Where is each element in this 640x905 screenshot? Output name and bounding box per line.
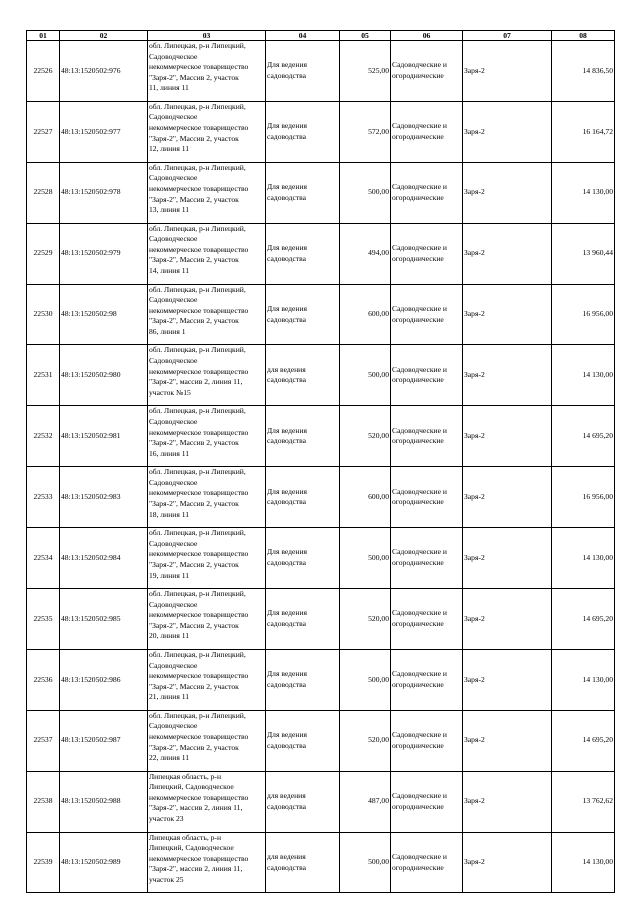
address-line: "Заря-2", массив 2, линия 11, [149, 803, 243, 813]
permitted-use-cell: Для ведения садоводства [266, 162, 340, 223]
land-category-cell: Садоводческие и огороднические [391, 832, 463, 893]
address-line: Садоводческое [149, 51, 198, 61]
address-line: Садоводческое [149, 660, 198, 670]
land-category-cell: Садоводческие и огороднические [391, 345, 463, 406]
permitted-use-cell: Для ведения садоводства [266, 101, 340, 162]
address-line: некоммерческое товарищество [149, 731, 249, 741]
permitted-use-cell: Для ведения садоводства [266, 649, 340, 710]
table-row [27, 649, 615, 710]
cadastral-value-cell: 16 164,72 [552, 101, 615, 162]
permitted-use-cell: Для ведения садоводства [266, 589, 340, 650]
column-header-06: 06 [391, 31, 463, 41]
address-line: обл. Липецкая, р-н Липецкий, [149, 41, 246, 50]
permitted-use-cell: для ведения садоводства [266, 832, 340, 893]
association-name-cell: Заря-2 [463, 406, 552, 467]
land-category-cell: Садоводческие и огороднические [391, 649, 463, 710]
cadastral-value-cell: 16 956,00 [552, 467, 615, 528]
permitted-use-cell: для ведения садоводства [266, 771, 340, 832]
address-cell [148, 223, 266, 284]
cadastral-number-cell: 48:13:1520502:986 [60, 649, 148, 710]
record-number-cell: 22532 [27, 406, 60, 467]
land-category-cell: Садоводческие и огороднические [391, 710, 463, 771]
address-cell [148, 832, 266, 893]
address-line: Садоводческое [149, 356, 198, 366]
address-cell [148, 41, 266, 102]
permitted-use-cell: для ведения садоводства [266, 345, 340, 406]
address-line: "Заря-2", Массив 2, участок [149, 316, 239, 326]
address-line: 20, линия 11 [149, 631, 190, 641]
address-line: 22, линия 11 [149, 753, 190, 763]
cadastral-number-cell: 48:13:1520502:989 [60, 832, 148, 893]
land-category-cell: Садоводческие и огороднические [391, 406, 463, 467]
cadastral-number-cell: 48:13:1520502:978 [60, 162, 148, 223]
address-line: обл. Липецкая, р-н Липецкий, [149, 710, 246, 720]
area-cell: 487,00 [340, 771, 391, 832]
column-header-03: 03 [148, 31, 266, 41]
land-category-cell: Садоводческие и огороднические [391, 467, 463, 528]
address-line: Липецкая область, р-н [149, 771, 222, 781]
address-line: некоммерческое товарищество [149, 366, 249, 376]
land-category-cell: Садоводческие и огороднические [391, 589, 463, 650]
address-line: обл. Липецкая, р-н Липецкий, [149, 467, 246, 477]
address-line: "Заря-2", Массив 2, участок [149, 559, 239, 569]
address-line: некоммерческое товарищество [149, 427, 249, 437]
address-line: участок 23 [149, 814, 184, 824]
association-name-cell: Заря-2 [463, 101, 552, 162]
table-row [27, 710, 615, 771]
column-header-04: 04 [266, 31, 340, 41]
address-line: "Заря-2", Массив 2, участок [149, 742, 239, 752]
address-line: некоммерческое товарищество [149, 62, 249, 72]
permitted-use-cell: Для ведения садоводства [266, 41, 340, 102]
column-header-01: 01 [27, 31, 60, 41]
address-cell [148, 162, 266, 223]
table-row [27, 41, 615, 102]
cadastral-number-cell: 48:13:1520502:985 [60, 589, 148, 650]
address-line: участок №15 [149, 387, 191, 397]
record-number-cell: 22527 [27, 101, 60, 162]
table-row [27, 284, 615, 345]
address-line: обл. Липецкая, р-н Липецкий, [149, 406, 246, 416]
address-line: "Заря-2", Массив 2, участок [149, 255, 239, 265]
cadastral-number-cell: 48:13:1520502:977 [60, 101, 148, 162]
address-cell [148, 528, 266, 589]
address-cell [148, 710, 266, 771]
address-line: некоммерческое товарищество [149, 488, 249, 498]
cadastral-value-cell: 14 695,20 [552, 589, 615, 650]
address-line: Липецкий, Садоводческое [149, 782, 234, 792]
address-line: Садоводческое [149, 477, 198, 487]
table-row [27, 101, 615, 162]
address-line: 11, линия 11 [149, 83, 189, 93]
address-line: участок 25 [149, 874, 184, 884]
permitted-use-cell: Для ведения садоводства [266, 406, 340, 467]
address-line: некоммерческое товарищество [149, 671, 249, 681]
column-header-08: 08 [552, 31, 615, 41]
record-number-cell: 22528 [27, 162, 60, 223]
cadastral-number-cell: 48:13:1520502:983 [60, 467, 148, 528]
address-line: некоммерческое товарищество [149, 792, 249, 802]
association-name-cell: Заря-2 [463, 284, 552, 345]
column-header-02: 02 [60, 31, 148, 41]
address-line: некоммерческое товарищество [149, 853, 249, 863]
area-cell: 500,00 [340, 345, 391, 406]
land-parcels-table [26, 30, 615, 893]
column-header-07: 07 [463, 31, 552, 41]
record-number-cell: 22531 [27, 345, 60, 406]
permitted-use-cell: Для ведения садоводства [266, 528, 340, 589]
area-cell: 500,00 [340, 649, 391, 710]
address-line: 86, линия 1 [149, 326, 186, 336]
address-line: обл. Липецкая, р-н Липецкий, [149, 223, 246, 233]
address-line: "Заря-2", массив 2, линия 11, [149, 864, 243, 874]
permitted-use-cell: Для ведения садоводства [266, 284, 340, 345]
address-line: 19, линия 11 [149, 570, 190, 580]
area-cell: 500,00 [340, 832, 391, 893]
area-cell: 600,00 [340, 284, 391, 345]
cadastral-number-cell: 48:13:1520502:980 [60, 345, 148, 406]
address-line: обл. Липецкая, р-н Липецкий, [149, 589, 246, 599]
header-row [27, 31, 615, 41]
address-line: 12, линия 11 [149, 144, 190, 154]
address-line: обл. Липецкая, р-н Липецкий, [149, 101, 246, 111]
permitted-use-cell: Для ведения садоводства [266, 710, 340, 771]
address-line: "Заря-2", Массив 2, участок [149, 72, 239, 82]
association-name-cell: Заря-2 [463, 223, 552, 284]
land-category-cell: Садоводческие и огороднические [391, 223, 463, 284]
land-category-cell: Садоводческие и огороднические [391, 771, 463, 832]
area-cell: 494,00 [340, 223, 391, 284]
address-line: Садоводческое [149, 721, 198, 731]
table-row [27, 162, 615, 223]
cadastral-value-cell: 14 130,00 [552, 162, 615, 223]
address-cell [148, 771, 266, 832]
record-number-cell: 22535 [27, 589, 60, 650]
cadastral-value-cell: 14 695,20 [552, 710, 615, 771]
address-line: Садоводческое [149, 173, 198, 183]
table-row [27, 467, 615, 528]
area-cell: 525,00 [340, 41, 391, 102]
record-number-cell: 22537 [27, 710, 60, 771]
area-cell: 500,00 [340, 162, 391, 223]
table-row [27, 406, 615, 467]
address-line: 13, линия 11 [149, 205, 190, 215]
address-line: 18, линия 11 [149, 509, 190, 519]
address-line: некоммерческое товарищество [149, 183, 249, 193]
cadastral-value-cell: 14 130,00 [552, 649, 615, 710]
permitted-use-cell: Для ведения садоводства [266, 467, 340, 528]
address-line: некоммерческое товарищество [149, 610, 249, 620]
record-number-cell: 22533 [27, 467, 60, 528]
cadastral-value-cell: 13 960,44 [552, 223, 615, 284]
record-number-cell: 22536 [27, 649, 60, 710]
address-line: обл. Липецкая, р-н Липецкий, [149, 345, 246, 355]
table-row [27, 832, 615, 893]
land-category-cell: Садоводческие и огороднические [391, 101, 463, 162]
record-number-cell: 22530 [27, 284, 60, 345]
cadastral-number-cell: 48:13:1520502:988 [60, 771, 148, 832]
address-line: некоммерческое товарищество [149, 305, 249, 315]
cadastral-number-cell: 48:13:1520502:984 [60, 528, 148, 589]
cadastral-number-cell: 48:13:1520502:98 [60, 284, 148, 345]
address-line: обл. Липецкая, р-н Липецкий, [149, 284, 246, 294]
record-number-cell: 22526 [27, 41, 60, 102]
address-line: Садоводческое [149, 599, 198, 609]
table-row [27, 771, 615, 832]
address-line: "Заря-2", Массив 2, участок [149, 620, 239, 630]
association-name-cell: Заря-2 [463, 467, 552, 528]
address-line: Садоводческое [149, 234, 198, 244]
record-number-cell: 22529 [27, 223, 60, 284]
address-line: обл. Липецкая, р-н Липецкий, [149, 649, 246, 659]
record-number-cell: 22534 [27, 528, 60, 589]
cadastral-number-cell: 48:13:1520502:981 [60, 406, 148, 467]
land-category-cell: Садоводческие и огороднические [391, 528, 463, 589]
address-line: Садоводческое [149, 416, 198, 426]
cadastral-value-cell: 14 130,00 [552, 345, 615, 406]
association-name-cell: Заря-2 [463, 771, 552, 832]
address-line: некоммерческое товарищество [149, 123, 249, 133]
address-line: "Заря-2", Массив 2, участок [149, 499, 239, 509]
address-line: "Заря-2", Массив 2, участок [149, 194, 239, 204]
area-cell: 500,00 [340, 528, 391, 589]
table-row [27, 589, 615, 650]
address-cell [148, 589, 266, 650]
table-row [27, 528, 615, 589]
cadastral-number-cell: 48:13:1520502:979 [60, 223, 148, 284]
association-name-cell: Заря-2 [463, 710, 552, 771]
address-line: 21, линия 11 [149, 692, 190, 702]
cadastral-value-cell: 14 836,50 [552, 41, 615, 102]
cadastral-value-cell: 14 130,00 [552, 528, 615, 589]
cadastral-number-cell: 48:13:1520502:976 [60, 41, 148, 102]
association-name-cell: Заря-2 [463, 345, 552, 406]
area-cell: 520,00 [340, 406, 391, 467]
address-cell [148, 345, 266, 406]
address-cell [148, 406, 266, 467]
association-name-cell: Заря-2 [463, 832, 552, 893]
address-line: обл. Липецкая, р-н Липецкий, [149, 528, 246, 538]
association-name-cell: Заря-2 [463, 162, 552, 223]
table-row [27, 223, 615, 284]
address-line: Садоводческое [149, 295, 198, 305]
address-line: Липецкий, Садоводческое [149, 843, 234, 853]
cadastral-value-cell: 14 130,00 [552, 832, 615, 893]
address-cell [148, 467, 266, 528]
area-cell: 600,00 [340, 467, 391, 528]
address-line: обл. Липецкая, р-н Липецкий, [149, 162, 246, 172]
address-line: "Заря-2", массив 2, линия 11, [149, 377, 243, 387]
address-cell [148, 101, 266, 162]
address-line: 16, линия 11 [149, 448, 190, 458]
area-cell: 520,00 [340, 710, 391, 771]
record-number-cell: 22538 [27, 771, 60, 832]
address-line: Садоводческое [149, 538, 198, 548]
address-cell [148, 284, 266, 345]
area-cell: 572,00 [340, 101, 391, 162]
land-category-cell: Садоводческие и огороднические [391, 284, 463, 345]
area-cell: 520,00 [340, 589, 391, 650]
address-line: "Заря-2", Массив 2, участок [149, 438, 239, 448]
land-category-cell: Садоводческие и огороднические [391, 41, 463, 102]
table-row [27, 345, 615, 406]
association-name-cell: Заря-2 [463, 41, 552, 102]
permitted-use-cell: Для ведения садоводства [266, 223, 340, 284]
record-number-cell: 22539 [27, 832, 60, 893]
address-line: "Заря-2", Массив 2, участок [149, 681, 239, 691]
address-line: Садоводческое [149, 112, 198, 122]
column-header-05: 05 [340, 31, 391, 41]
address-line: 14, линия 11 [149, 266, 190, 276]
cadastral-value-cell: 16 956,00 [552, 284, 615, 345]
association-name-cell: Заря-2 [463, 649, 552, 710]
association-name-cell: Заря-2 [463, 589, 552, 650]
cadastral-value-cell: 14 695,20 [552, 406, 615, 467]
cadastral-value-cell: 13 762,62 [552, 771, 615, 832]
address-line: некоммерческое товарищество [149, 549, 249, 559]
address-line: некоммерческое товарищество [149, 244, 249, 254]
address-cell [148, 649, 266, 710]
address-line: "Заря-2", Массив 2, участок [149, 133, 239, 143]
association-name-cell: Заря-2 [463, 528, 552, 589]
cadastral-number-cell: 48:13:1520502:987 [60, 710, 148, 771]
land-category-cell: Садоводческие и огороднические [391, 162, 463, 223]
address-line: Липецкая область, р-н [149, 832, 222, 842]
